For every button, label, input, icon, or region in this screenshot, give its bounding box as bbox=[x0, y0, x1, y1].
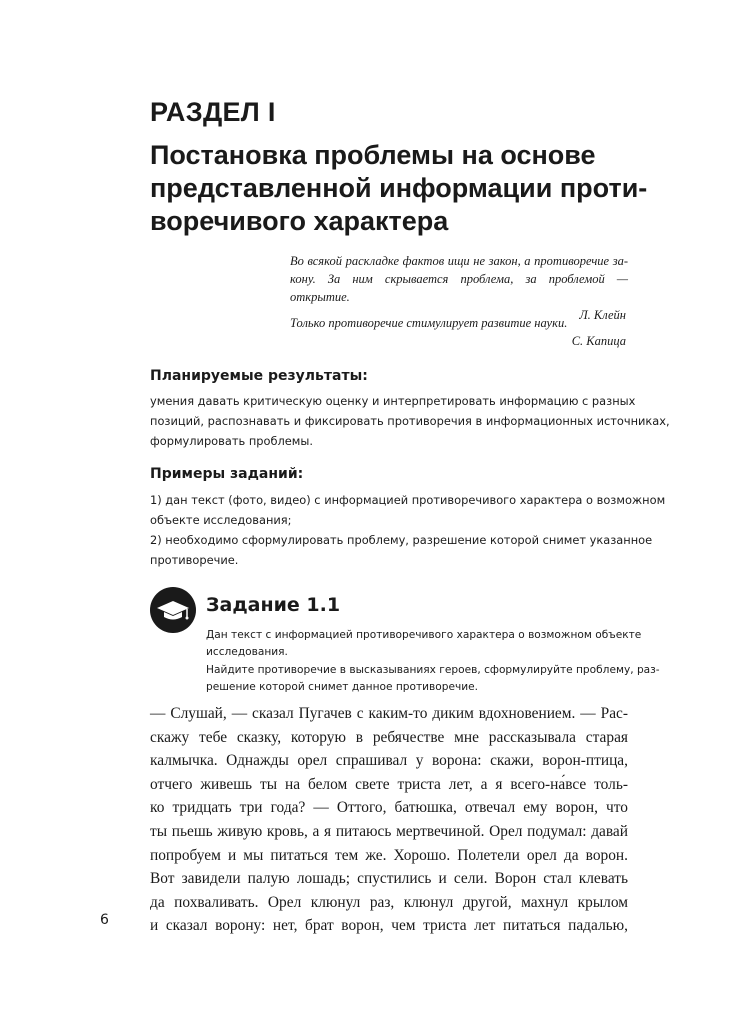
epigraph-author: С. Капица bbox=[571, 334, 626, 348]
text-line: 1) дан текст (фото, видео) с информацией противоречивого характера о возможном bbox=[150, 493, 666, 507]
story-line: Вот завидели палую лошадь; спустились и сели. Ворон стал клевать bbox=[150, 870, 628, 888]
epigraph-author: Л. Клейн bbox=[579, 308, 626, 322]
text-line: позиций, распознавать и фиксировать противоречия в информационных источниках, bbox=[150, 414, 670, 428]
story-line: и сказал ворону: нет, брат ворон, чем триста лет питаться падалью, bbox=[150, 917, 628, 935]
text-line: объекте исследования; bbox=[150, 513, 292, 527]
page-number: 6 bbox=[100, 912, 109, 928]
story-line: отчего живешь ты на белом свете триста лет, а я всего-на́все толь- bbox=[150, 775, 628, 793]
section-label: РАЗДЕЛ I bbox=[150, 97, 276, 127]
graduation-cap-icon bbox=[150, 587, 196, 633]
section-title-line: Постановка проблемы на основе bbox=[150, 140, 596, 170]
text-line: решение которой снимет данное противоречие. bbox=[206, 681, 479, 694]
epigraph-quote-line: Только противоречие стимулирует развитие науки. bbox=[290, 316, 568, 330]
text-line: Найдите противоречие в высказываниях героев, сформулируйте проблему, раз- bbox=[206, 663, 660, 676]
planned-results-heading: Планируемые результаты: bbox=[150, 368, 368, 384]
task-examples-heading: Примеры заданий: bbox=[150, 466, 304, 482]
task-instructions bbox=[206, 627, 660, 697]
story-line: попробуем и мы питаться тем же. Хорошо. Полетели орел да ворон. bbox=[150, 846, 628, 864]
story-text bbox=[150, 702, 628, 938]
story-line: — Слушай, — сказал Пугачев с каким-то диким вдохновением. — Рас- bbox=[150, 705, 628, 722]
epigraph-kapitsa bbox=[290, 314, 628, 350]
task-title: Задание 1.1 bbox=[206, 594, 341, 616]
epigraph-quote-line: кону. За ним скрывается проблема, за проблемой — открытие. bbox=[290, 272, 628, 304]
text-line: умения давать критическую оценку и интерпретировать информацию с разных bbox=[150, 394, 636, 408]
task-examples-text bbox=[150, 490, 666, 570]
text-line: 2) необходимо сформулировать проблему, разрешение которой снимет указанное bbox=[150, 533, 653, 547]
story-line: ко тридцать три года? — Оттого, батюшка, отвечал ему ворон, что bbox=[150, 799, 628, 817]
text-line: формулировать проблемы. bbox=[150, 434, 313, 448]
story-line: калмычка. Однажды орел спрашивал у ворона: скажи, ворон-птица, bbox=[150, 752, 628, 770]
text-line: противоречие. bbox=[150, 553, 239, 567]
section-title bbox=[150, 139, 650, 238]
text-line: Дан текст с информацией противоречивого характера о возможном объекте bbox=[206, 629, 642, 641]
epigraph-quote-line: Во всякой раскладке фактов ищи не закон, а противоречие за- bbox=[290, 254, 628, 268]
story-line: скажу тебе сказку, которую в ребячестве мне рассказывала старая bbox=[150, 728, 628, 746]
section-title-line: воречивого характера bbox=[150, 206, 449, 236]
story-line: ты пьешь живую кровь, а я питаюсь мертвечиной. Орел подумал: давай bbox=[150, 822, 628, 840]
story-line: да похваливать. Орел клюнул раз, клюнул другой, махнул крылом bbox=[150, 893, 628, 911]
text-line: исследования. bbox=[206, 646, 288, 659]
section-title-line: представленной информации проти- bbox=[150, 173, 648, 203]
planned-results-text bbox=[150, 391, 670, 451]
